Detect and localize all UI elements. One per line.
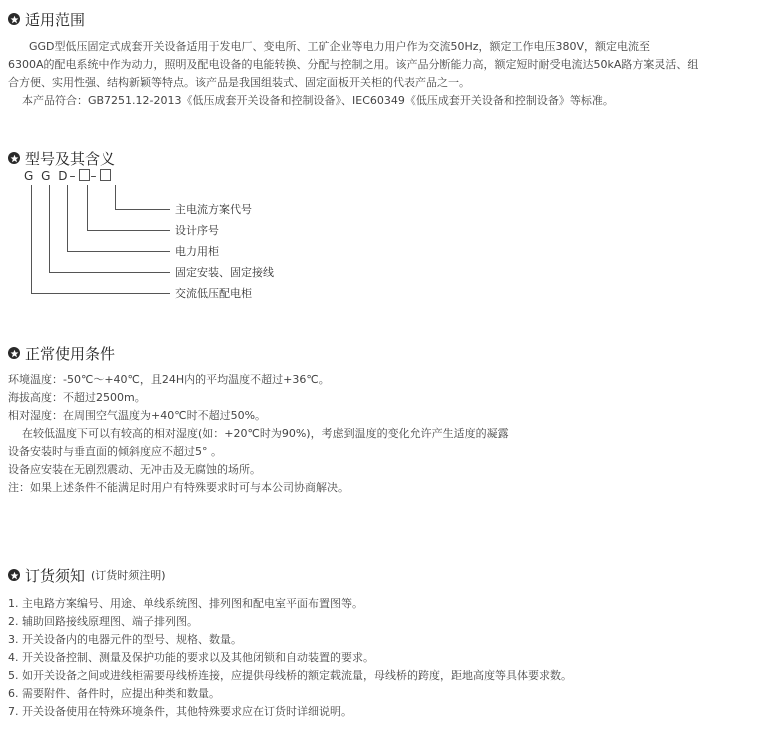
condition-altitude: 海拔高度：不超过2500m。 <box>8 391 146 404</box>
scope-line-3: 合方便、实用性强、结构新颖等特点。该产品是我国组装式、固定面板开关柜的代表产品之一。 <box>8 76 470 89</box>
code-dash-2: – <box>90 169 99 183</box>
order-item-5: 5. 如开关设备之间或进线柜需要母线桥连接，应提供母线桥的额定载流量，母线桥的跨度，距地高度等具体要求数。 <box>8 669 572 682</box>
order-item-6: 6. 需要附件、备件时，应提出种类和数量。 <box>8 687 220 700</box>
code-letter-g2: G <box>41 169 53 183</box>
order-item-7: 7. 开关设备使用在特殊环境条件，其他特殊要求应在订货时详细说明。 <box>8 705 352 718</box>
order-item-4: 4. 开关设备控制、测量及保护功能的要求以及其他闭锁和自动装置的要求。 <box>8 651 374 664</box>
code-dash-1: – <box>69 169 78 183</box>
section-heading-ordering <box>8 565 166 585</box>
meaning-fixed-install: 固定安装、固定接线 <box>175 266 274 279</box>
condition-humidity: 相对湿度：在周围空气温度为+40℃时不超过50%。 <box>8 409 267 422</box>
star-bullet-icon <box>8 347 20 359</box>
condition-inclination: 设备安装时与垂直面的倾斜度应不超过5° 。 <box>8 445 222 458</box>
condition-temperature: 环境温度：-50℃～+40℃，且24H内的平均温度不超过+36℃。 <box>8 373 330 386</box>
meaning-power-cabinet: 电力用柜 <box>175 245 219 258</box>
meaning-main-circuit: 主电流方案代号 <box>175 203 252 216</box>
section-heading-conditions <box>8 343 115 363</box>
code-letter-d: D <box>58 169 70 183</box>
scope-line-1: GGD型低压固定式成套开关设备适用于发电厂、变电所、工矿企业等电力用户作为交流50Hz，额定工作电压380V，额定电流至 <box>8 40 651 53</box>
order-item-3: 3. 开关设备内的电器元件的型号、规格、数量。 <box>8 633 242 646</box>
order-item-2: 2. 辅助回路接线原理图、端子排列图。 <box>8 615 198 628</box>
scope-line-4: 本产品符合：GB7251.12-2013《低压成套开关设备和控制设备》、IEC60349《低压成套开关设备和控制设备》等标准。 <box>8 94 614 107</box>
conditions-heading-text: 正常使用条件 <box>25 344 116 363</box>
meaning-design-number: 设计序号 <box>175 224 219 237</box>
model-heading-text: 型号及其含义 <box>25 149 116 168</box>
ordering-heading-text: 订货须知 <box>25 566 86 585</box>
condition-location: 设备应安装在无剧烈震动、无冲击及无腐蚀的场所。 <box>8 463 261 476</box>
ordering-heading-note: (订货时须注明) <box>91 569 166 582</box>
code-letter-g1: G <box>24 169 36 183</box>
scope-line-2: 6300A的配电系统中作为动力，照明及配电设备的电能转换、分配与控制之用。该产品分断能力高，额定短时耐受电流达50kA路方案灵活、组 <box>8 58 699 71</box>
order-item-1: 1. 主电路方案编号、用途、单线系统图、排列图和配电室平面布置图等。 <box>8 597 363 610</box>
condition-humidity-note: 在较低温度下可以有较高的相对湿度(如：+20℃时为90%)，考虑到温度的变化允许产生适度的凝露 <box>8 427 509 440</box>
model-leader-lines <box>0 0 783 320</box>
condition-note: 注：如果上述条件不能满足时用户有特殊要求时可与本公司协商解决。 <box>8 481 349 494</box>
scope-heading-text: 适用范围 <box>25 10 86 29</box>
meaning-ac-lv-cabinet: 交流低压配电柜 <box>175 287 252 300</box>
star-bullet-icon <box>8 569 20 581</box>
